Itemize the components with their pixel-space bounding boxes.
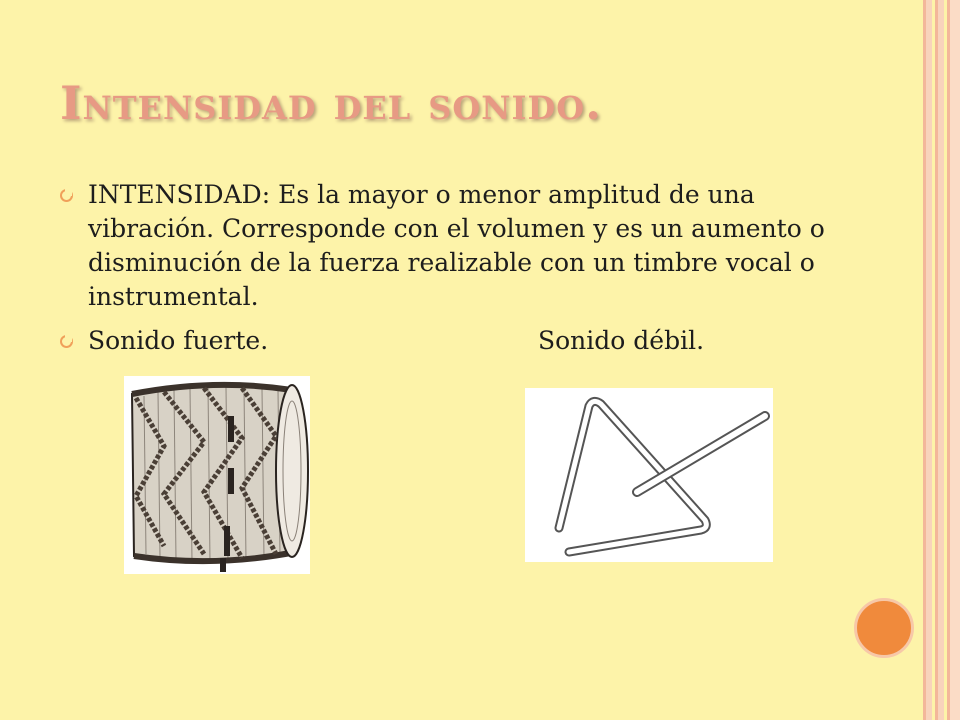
soft-sound-label: Sonido débil. bbox=[538, 326, 705, 355]
loud-sound-label: Sonido fuerte. bbox=[88, 326, 269, 355]
decorative-circle bbox=[854, 598, 914, 658]
bullet-text: INTENSIDAD: Es la mayor o menor amplitud de una vibración. Corresponde con el volumen y es un aumento o disminución de la fuerza realizable con un timbre vocal o instrumental. bbox=[88, 180, 825, 311]
drum-icon bbox=[124, 376, 310, 574]
bullet-marker-icon bbox=[60, 189, 73, 202]
bullet-item-comparison bbox=[60, 324, 840, 358]
bullet-item-definition bbox=[60, 178, 840, 314]
bullet-list bbox=[60, 178, 840, 368]
right-border-decoration bbox=[916, 0, 960, 720]
bullet-marker-icon bbox=[60, 335, 73, 348]
triangle-instrument-icon bbox=[525, 388, 773, 562]
slide-title: Intensidad del sonido. bbox=[60, 76, 603, 130]
